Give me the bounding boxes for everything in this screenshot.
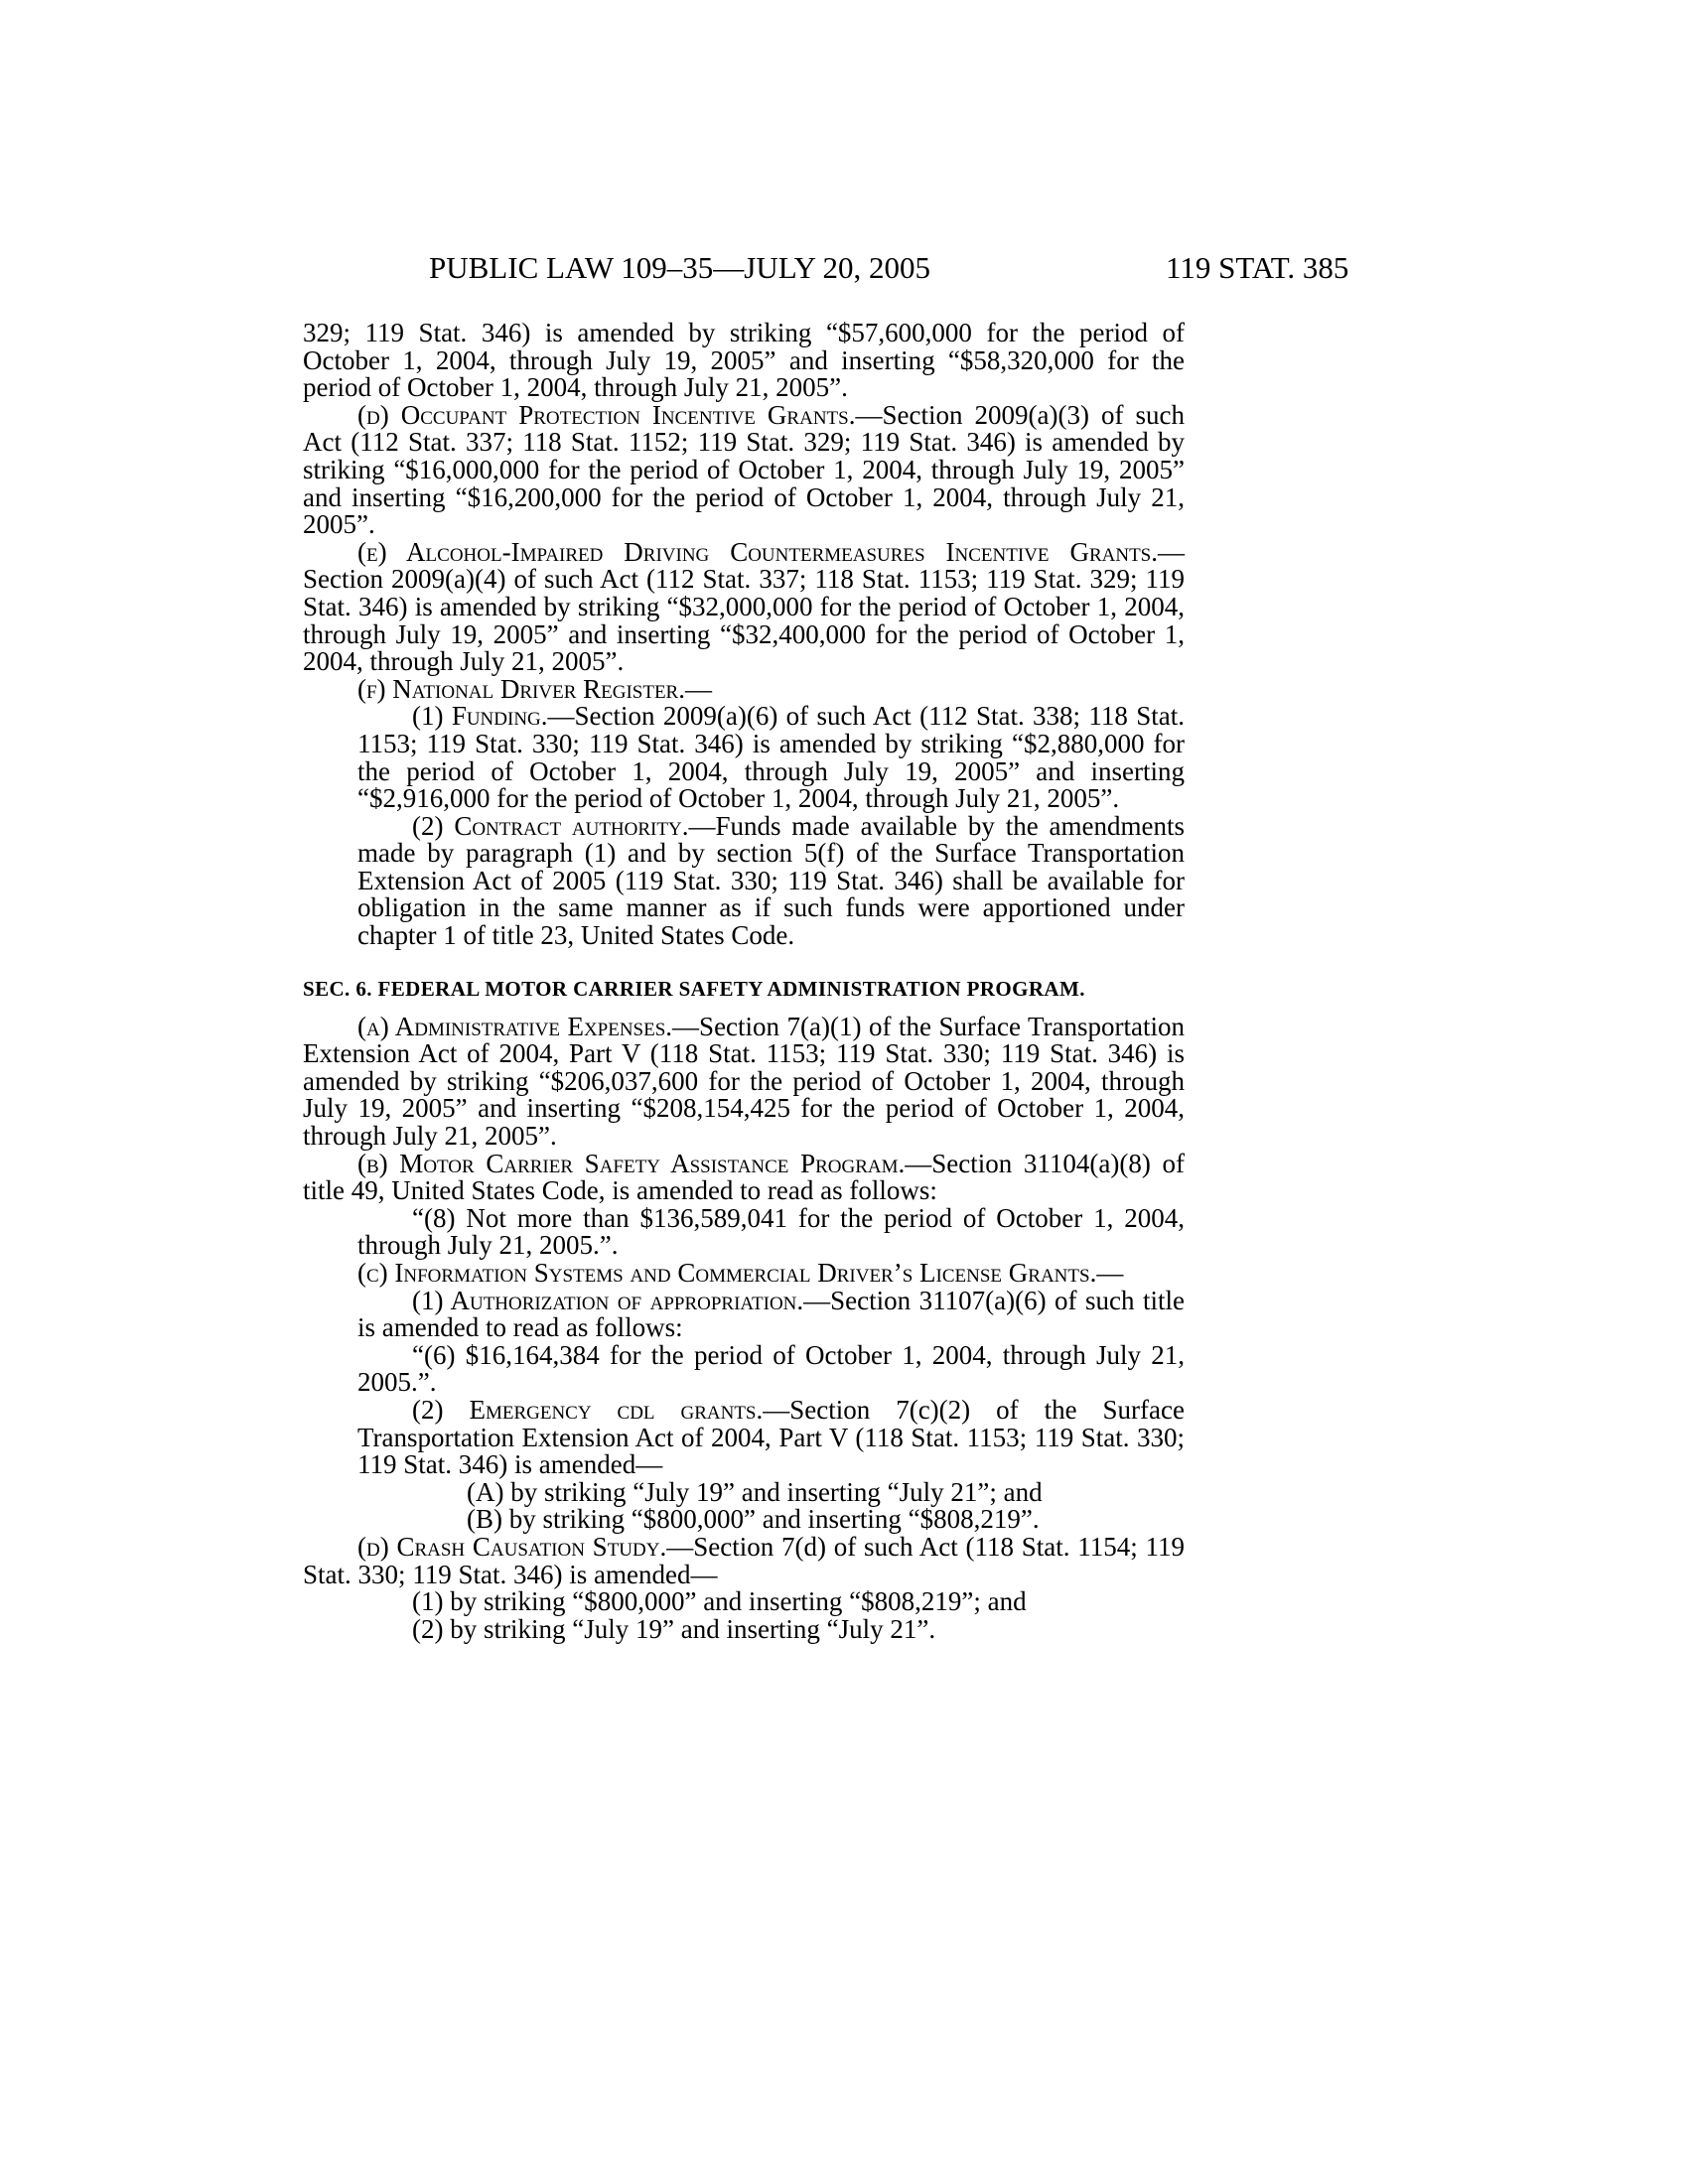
paragraph-c2-emergency-cdl: (2) Emergency cdl grants.—Section 7(c)(2) of the Surface Transportation Extension Act of 2004, Part V (118 Stat. 1153; 119 Stat. 330; 119 Stat. 346) is amended— (357, 1394, 1185, 1480)
paragraph-e-alcohol-impaired: (e) Alcohol-Impaired Driving Countermeasures Incentive Grants.—Section 2009(a)(4) of such Act (112 Stat. 337; 118 Stat. 1153; 119 Stat. 329; 119 Stat. 346) is amended by striking “$32,000,000 for the period of October 1, 2004, through July 19, 2005” and inserting “$32,400,000 for the period of October 1, 2004, through July 21, 2005”. (303, 536, 1185, 677)
paragraph-b-motor-carrier-safety: (b) Motor Carrier Safety Assistance Program.—Section 31104(a)(8) of title 49, United States Code, is amended to read as follows: (303, 1148, 1185, 1206)
section-6-heading: SEC. 6. FEDERAL MOTOR CARRIER SAFETY ADMINISTRATION PROGRAM. (303, 976, 1085, 1001)
paragraph-heading: (2) Emergency cdl grants. (412, 1394, 764, 1425)
document-body (303, 320, 1185, 1643)
paragraph-c1-authorization: (1) Authorization of appropriation.—Section 31107(a)(6) of such title is amended to read as follows: (357, 1285, 1185, 1343)
paragraph-heading: (a) Administrative Expenses. (357, 1011, 673, 1041)
paragraph-heading: (d) Occupant Protection Incentive Grants. (357, 399, 856, 430)
running-header (0, 248, 1688, 288)
paragraph-d-occupant-protection: (d) Occupant Protection Incentive Grants.—Section 2009(a)(3) of such Act (112 Stat. 337; 118 Stat. 1152; 119 Stat. 329; 119 Stat. 346) is amended by striking “$16,000,000 for the period of October 1, 2004, through July 19, 2005” and inserting “$16,200,000 for the period of October 1, 2004, through July 21, 2005”. (303, 399, 1185, 540)
quoted-paragraph-8: “(8) Not more than $136,589,041 for the period of October 1, 2004, through July 21, 2005.”. (357, 1202, 1185, 1261)
paragraph-continuation: 329; 119 Stat. 346) is amended by striking “$57,600,000 for the period of October 1, 2004, through July 19, 2005” and inserting “$58,320,000 for the period of October 1, 2004, through July 21, 2005”. (303, 318, 1185, 403)
paragraph-c-information-systems: (c) Information Systems and Commercial Driver’s License Grants.— (357, 1258, 1124, 1288)
paragraph-f2-contract-authority: (2) Contract authority.—Funds made available by the amendments made by paragraph (1) and by section 5(f) of the Surface Transportation Extension Act of 2005 (119 Stat. 330; 119 Stat. 346) shall be available for obligation in the same manner as if such funds were apportioned under chapter 1 of title 23, United States Code. (357, 810, 1185, 951)
paragraph-heading: (b) Motor Carrier Safety Assistance Program. (357, 1148, 906, 1178)
paragraph-a-administrative-expenses: (a) Administrative Expenses.—Section 7(a)(1) of the Surface Transportation Extension Act of 2004, Part V (118 Stat. 1153; 119 Stat. 330; 119 Stat. 346) is amended by striking “$206,037,600 for the period of October 1, 2004, through July 19, 2005” and inserting “$208,154,425 for the period of October 1, 2004, through July 21, 2005”. (303, 1011, 1185, 1152)
paragraph-heading: (c) Information Systems and Commercial Driver’s License Grants. (357, 1258, 1097, 1288)
paragraph-d-crash-causation: (d) Crash Causation Study.—Section 7(d) of such Act (118 Stat. 1154; 119 Stat. 330; 119 Stat. 346) is amended— (303, 1531, 1185, 1589)
paragraph-d2: (2) by striking “July 19” and inserting “July 21”. (412, 1613, 936, 1644)
paragraph-heading: (1) Funding. (412, 701, 548, 732)
paragraph-heading: (e) Alcohol-Impaired Driving Countermeasures Incentive Grants. (357, 536, 1158, 567)
subparagraph-a: (A) by striking “July 19” and inserting “July 21”; and (467, 1476, 1043, 1507)
paragraph-d1: (1) by striking “$800,000” and inserting “$808,219”; and (412, 1586, 1027, 1617)
subparagraph-b: (B) by striking “$800,000” and inserting “$808,219”. (467, 1504, 1040, 1535)
paragraph-heading: (d) Crash Causation Study. (357, 1531, 667, 1562)
paragraph-heading: (f) National Driver Register. (357, 673, 685, 704)
page-title: PUBLIC LAW 109–35—JULY 20, 2005 (429, 250, 931, 285)
paragraph-heading: (1) Authorization of appropriation. (412, 1285, 804, 1315)
quoted-paragraph-6: “(6) $16,164,384 for the period of October 1, 2004, through July 21, 2005.”. (357, 1339, 1185, 1398)
statute-page-number: 119 STAT. 385 (1166, 250, 1349, 285)
paragraph-f1-funding: (1) Funding.—Section 2009(a)(6) of such Act (112 Stat. 338; 118 Stat. 1153; 119 Stat. 330; 119 Stat. 346) is amended by striking “$2,880,000 for the period of October 1, 2004, through July 19, 2005” and inserting “$2,916,000 for the period of October 1, 2004, through July 21, 2005”. (357, 701, 1185, 814)
paragraph-f-national-driver-register: (f) National Driver Register.— (357, 673, 712, 704)
paragraph-heading: (2) Contract authority. (412, 810, 689, 841)
